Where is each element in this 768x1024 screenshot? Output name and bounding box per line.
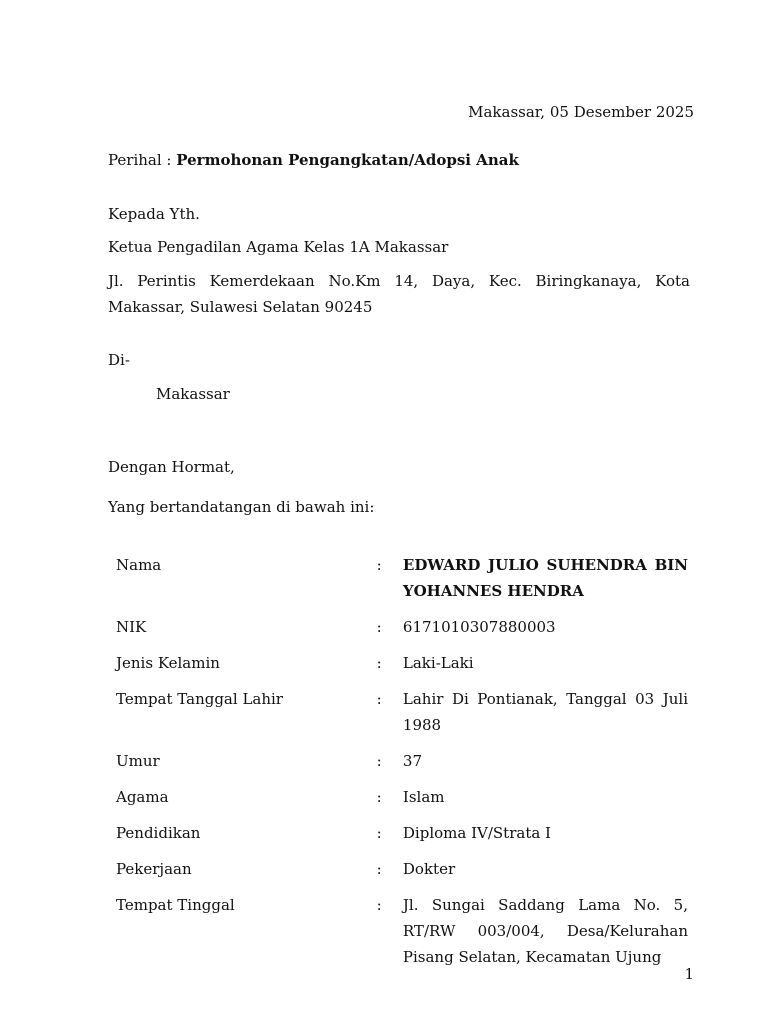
table-row [108,610,696,646]
row-separator: : [376,860,382,878]
page-number: 1 [684,965,694,983]
subject-value: Permohonan Pengangkatan/Adopsi Anak [176,151,519,169]
row-value: Islam [402,788,445,806]
row-label: Tempat Tinggal [116,896,235,914]
recipient-name: Ketua Pengadilan Agama Kelas 1A Makassar [108,238,449,256]
row-label: Umur [116,752,160,770]
recipient-address: Jl. Perintis Kemerdekaan No.Km 14, Daya, Kec. Biringkanaya, Kota Makassar, Sulawesi Selatan 90245 [108,272,690,316]
row-label: Tempat Tanggal Lahir [116,690,283,708]
row-separator: : [376,654,382,672]
row-label: Nama [116,556,162,574]
row-separator: : [376,618,382,636]
row-value: EDWARD JULIO SUHENDRA BIN YOHANNES HENDRA [402,556,688,600]
row-separator: : [376,556,382,574]
row-separator: : [376,824,382,842]
table-row [108,816,696,852]
subject-label: Perihal : [108,151,177,169]
table-row [108,888,696,976]
table-row [108,548,696,610]
subject-line [108,150,519,170]
recipient-city: Makassar [156,385,230,403]
row-separator: : [376,896,382,914]
table-row [108,682,696,744]
table-row [108,646,696,682]
row-label: Agama [116,788,169,806]
row-label: Pekerjaan [116,860,192,878]
row-separator: : [376,752,382,770]
row-label: Pendidikan [116,824,201,842]
greeting: Dengan Hormat, [108,458,235,476]
row-value: Dokter [402,860,456,878]
row-separator: : [376,690,382,708]
table-row [108,852,696,888]
location-prefix: Di- [108,351,130,369]
row-value: 37 [402,752,422,770]
addressee-salutation: Kepada Yth. [108,205,200,223]
table-row [108,780,696,816]
letter-date: Makassar, 05 Desember 2025 [468,103,694,121]
identity-table [108,548,696,976]
row-separator: : [376,788,382,806]
row-value: 6171010307880003 [402,618,556,636]
table-row [108,744,696,780]
row-label: Jenis Kelamin [116,654,220,672]
row-value: Diploma IV/Strata I [402,824,551,842]
row-label: NIK [116,618,147,636]
row-value: Jl. Sungai Saddang Lama No. 5, RT/RW 003/004, Desa/Kelurahan Pisang Selatan, Kecamatan Ujung [402,896,688,966]
intro-text: Yang bertandatangan di bawah ini: [108,498,375,516]
row-value: Lahir Di Pontianak, Tanggal 03 Juli 1988 [402,690,688,734]
row-value: Laki-Laki [402,654,474,672]
